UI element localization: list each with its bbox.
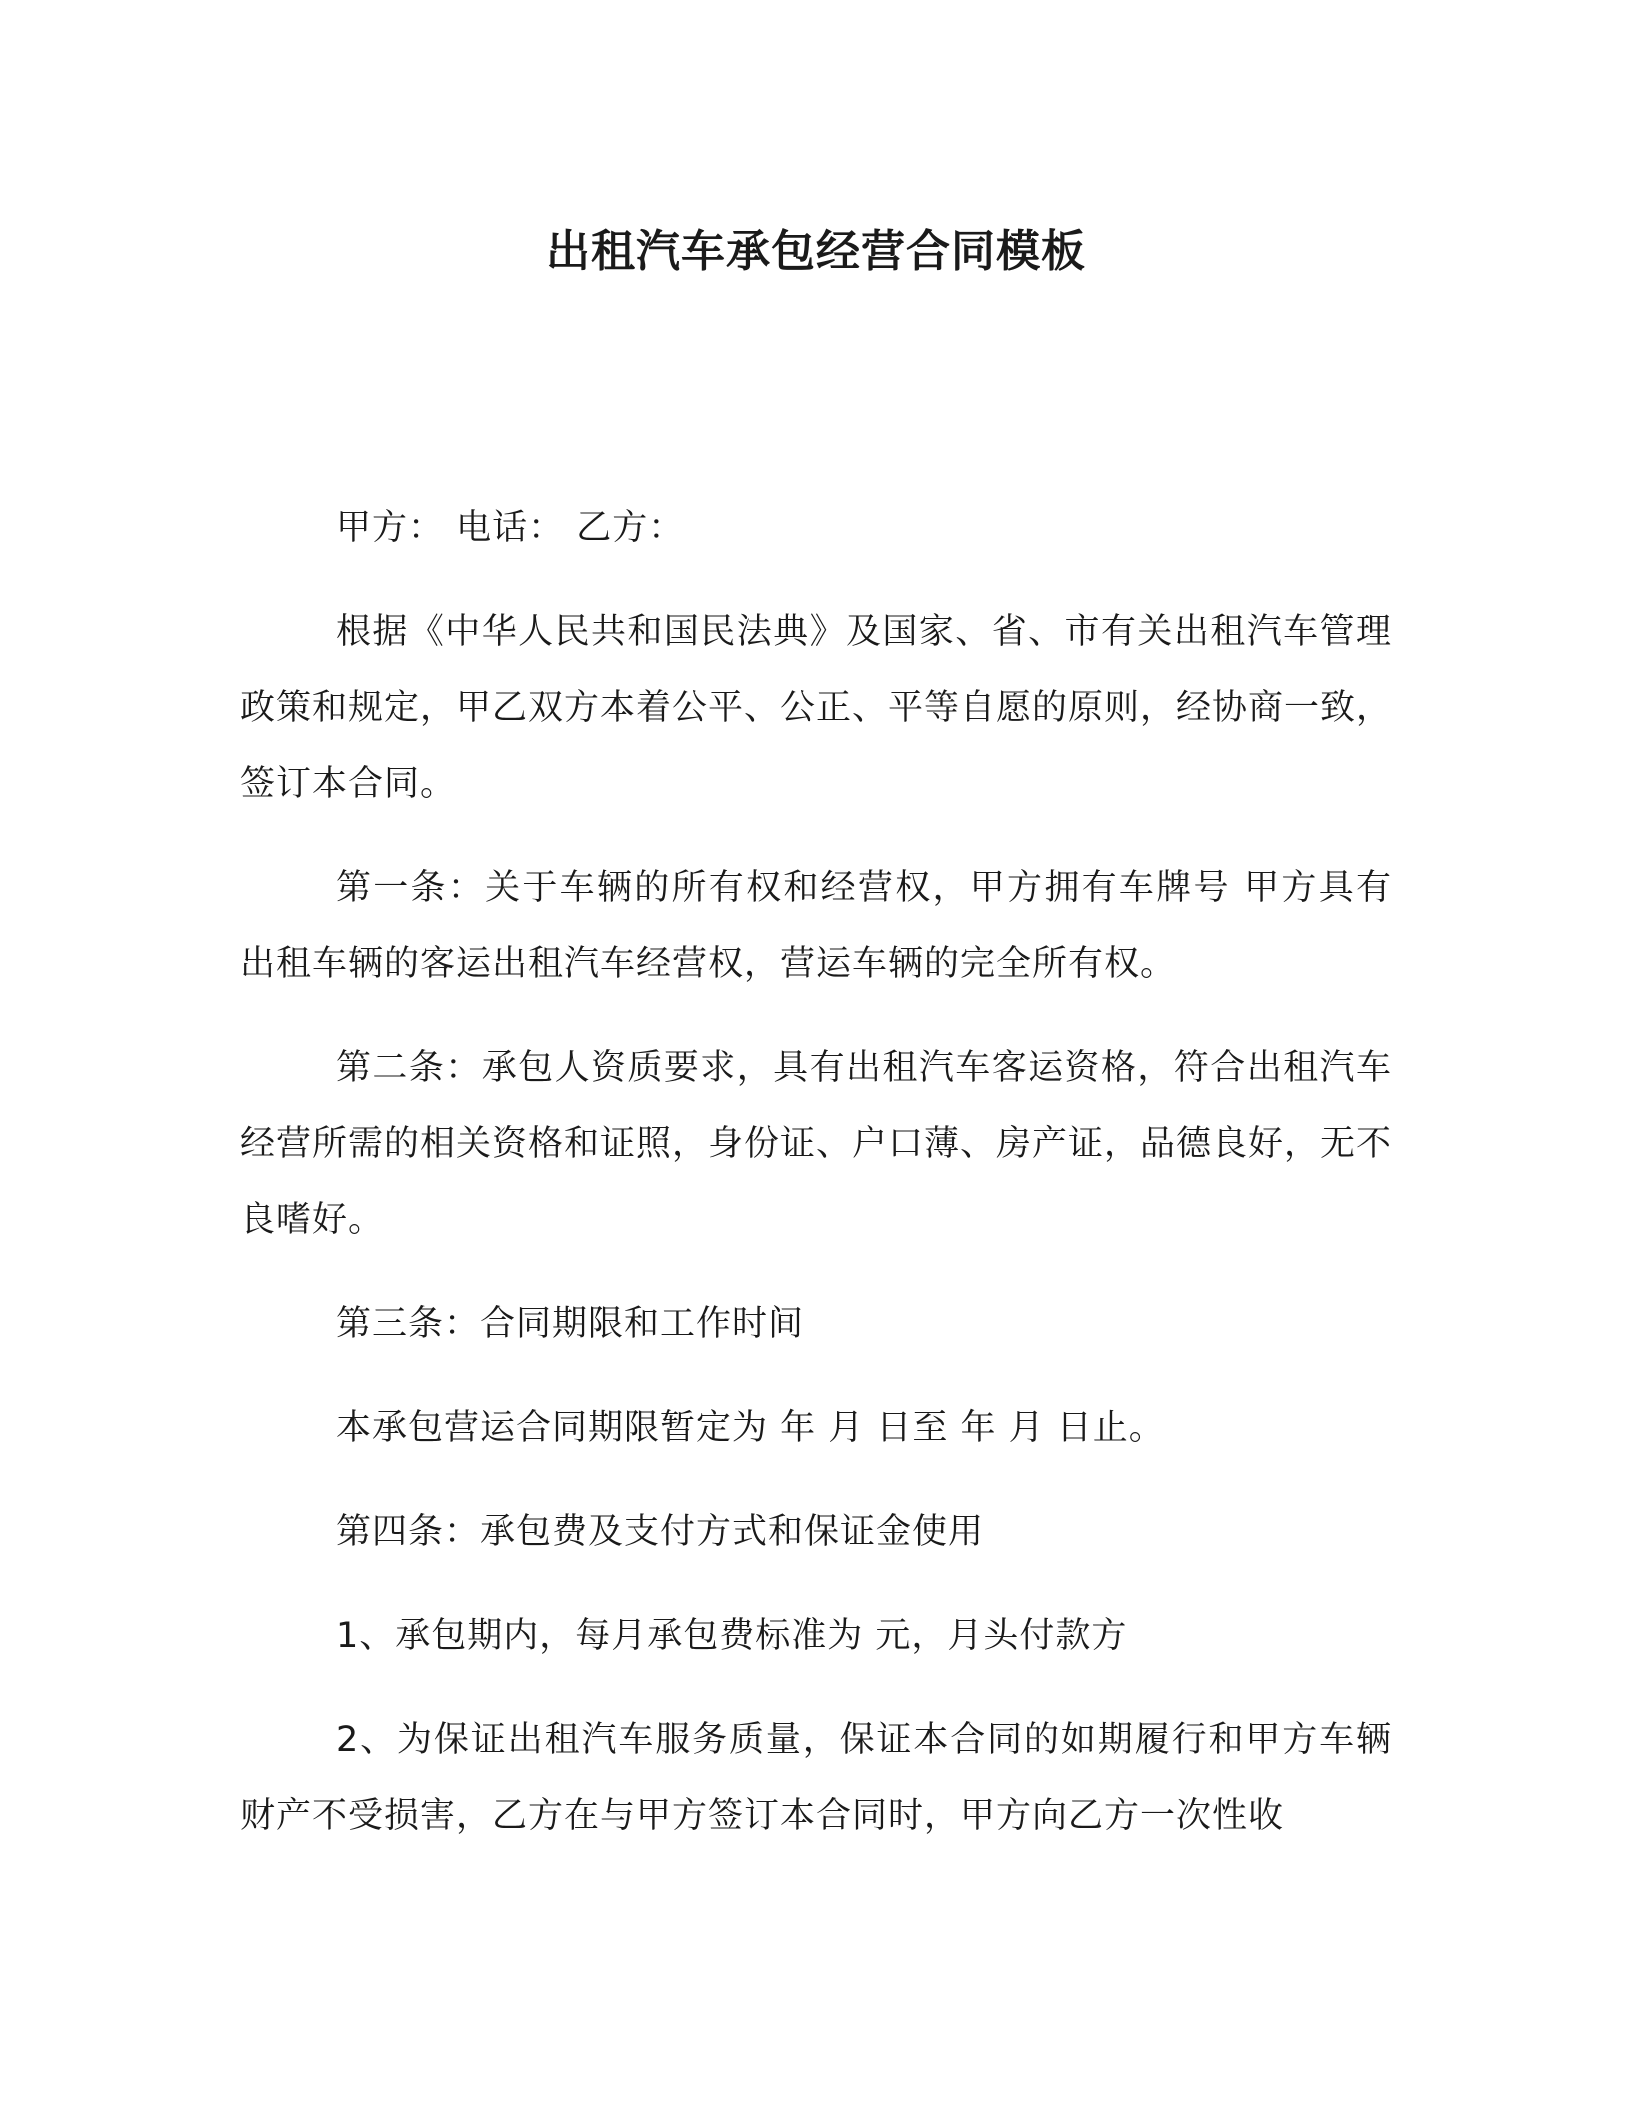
contract-term-paragraph: 本承包营运合同期限暂定为 年 月 日至 年 月 日止。 (336, 1408, 1165, 1448)
article-4-heading: 第四条：承包费及支付方式和保证金使用 (336, 1512, 985, 1552)
document-body (240, 490, 1392, 1882)
party-info-line: 甲方： 电话： 乙方： (336, 508, 685, 548)
article-1-paragraph: 第一条：关于车辆的所有权和经营权，甲方拥有车牌号 甲方具有出租车辆的客运出租汽车经营权，营运车辆的完全所有权。 (240, 868, 1392, 984)
document-title: 出租汽车承包经营合同模板 (546, 226, 1086, 277)
article-2-paragraph: 第二条：承包人资质要求，具有出租汽车客运资格，符合出租汽车经营所需的相关资格和证照，身份证、户口薄、房产证，品德良好，无不良嗜好。 (240, 1048, 1393, 1240)
preamble-paragraph: 根据《中华人民共和国民法典》及国家、省、市有关出租汽车管理政策和规定，甲乙双方本着公平、公正、平等自愿的原则，经协商一致，签订本合同。 (240, 612, 1393, 804)
clause-4-1-paragraph: 1、承包期内，每月承包费标准为 元，月头付款方 (336, 1616, 1128, 1656)
article-3-heading: 第三条：合同期限和工作时间 (336, 1304, 805, 1344)
clause-4-2-paragraph: 2、为保证出租汽车服务质量，保证本合同的如期履行和甲方车辆财产不受损害，乙方在与甲方签订本合同时，甲方向乙方一次性收 (240, 1720, 1392, 1836)
